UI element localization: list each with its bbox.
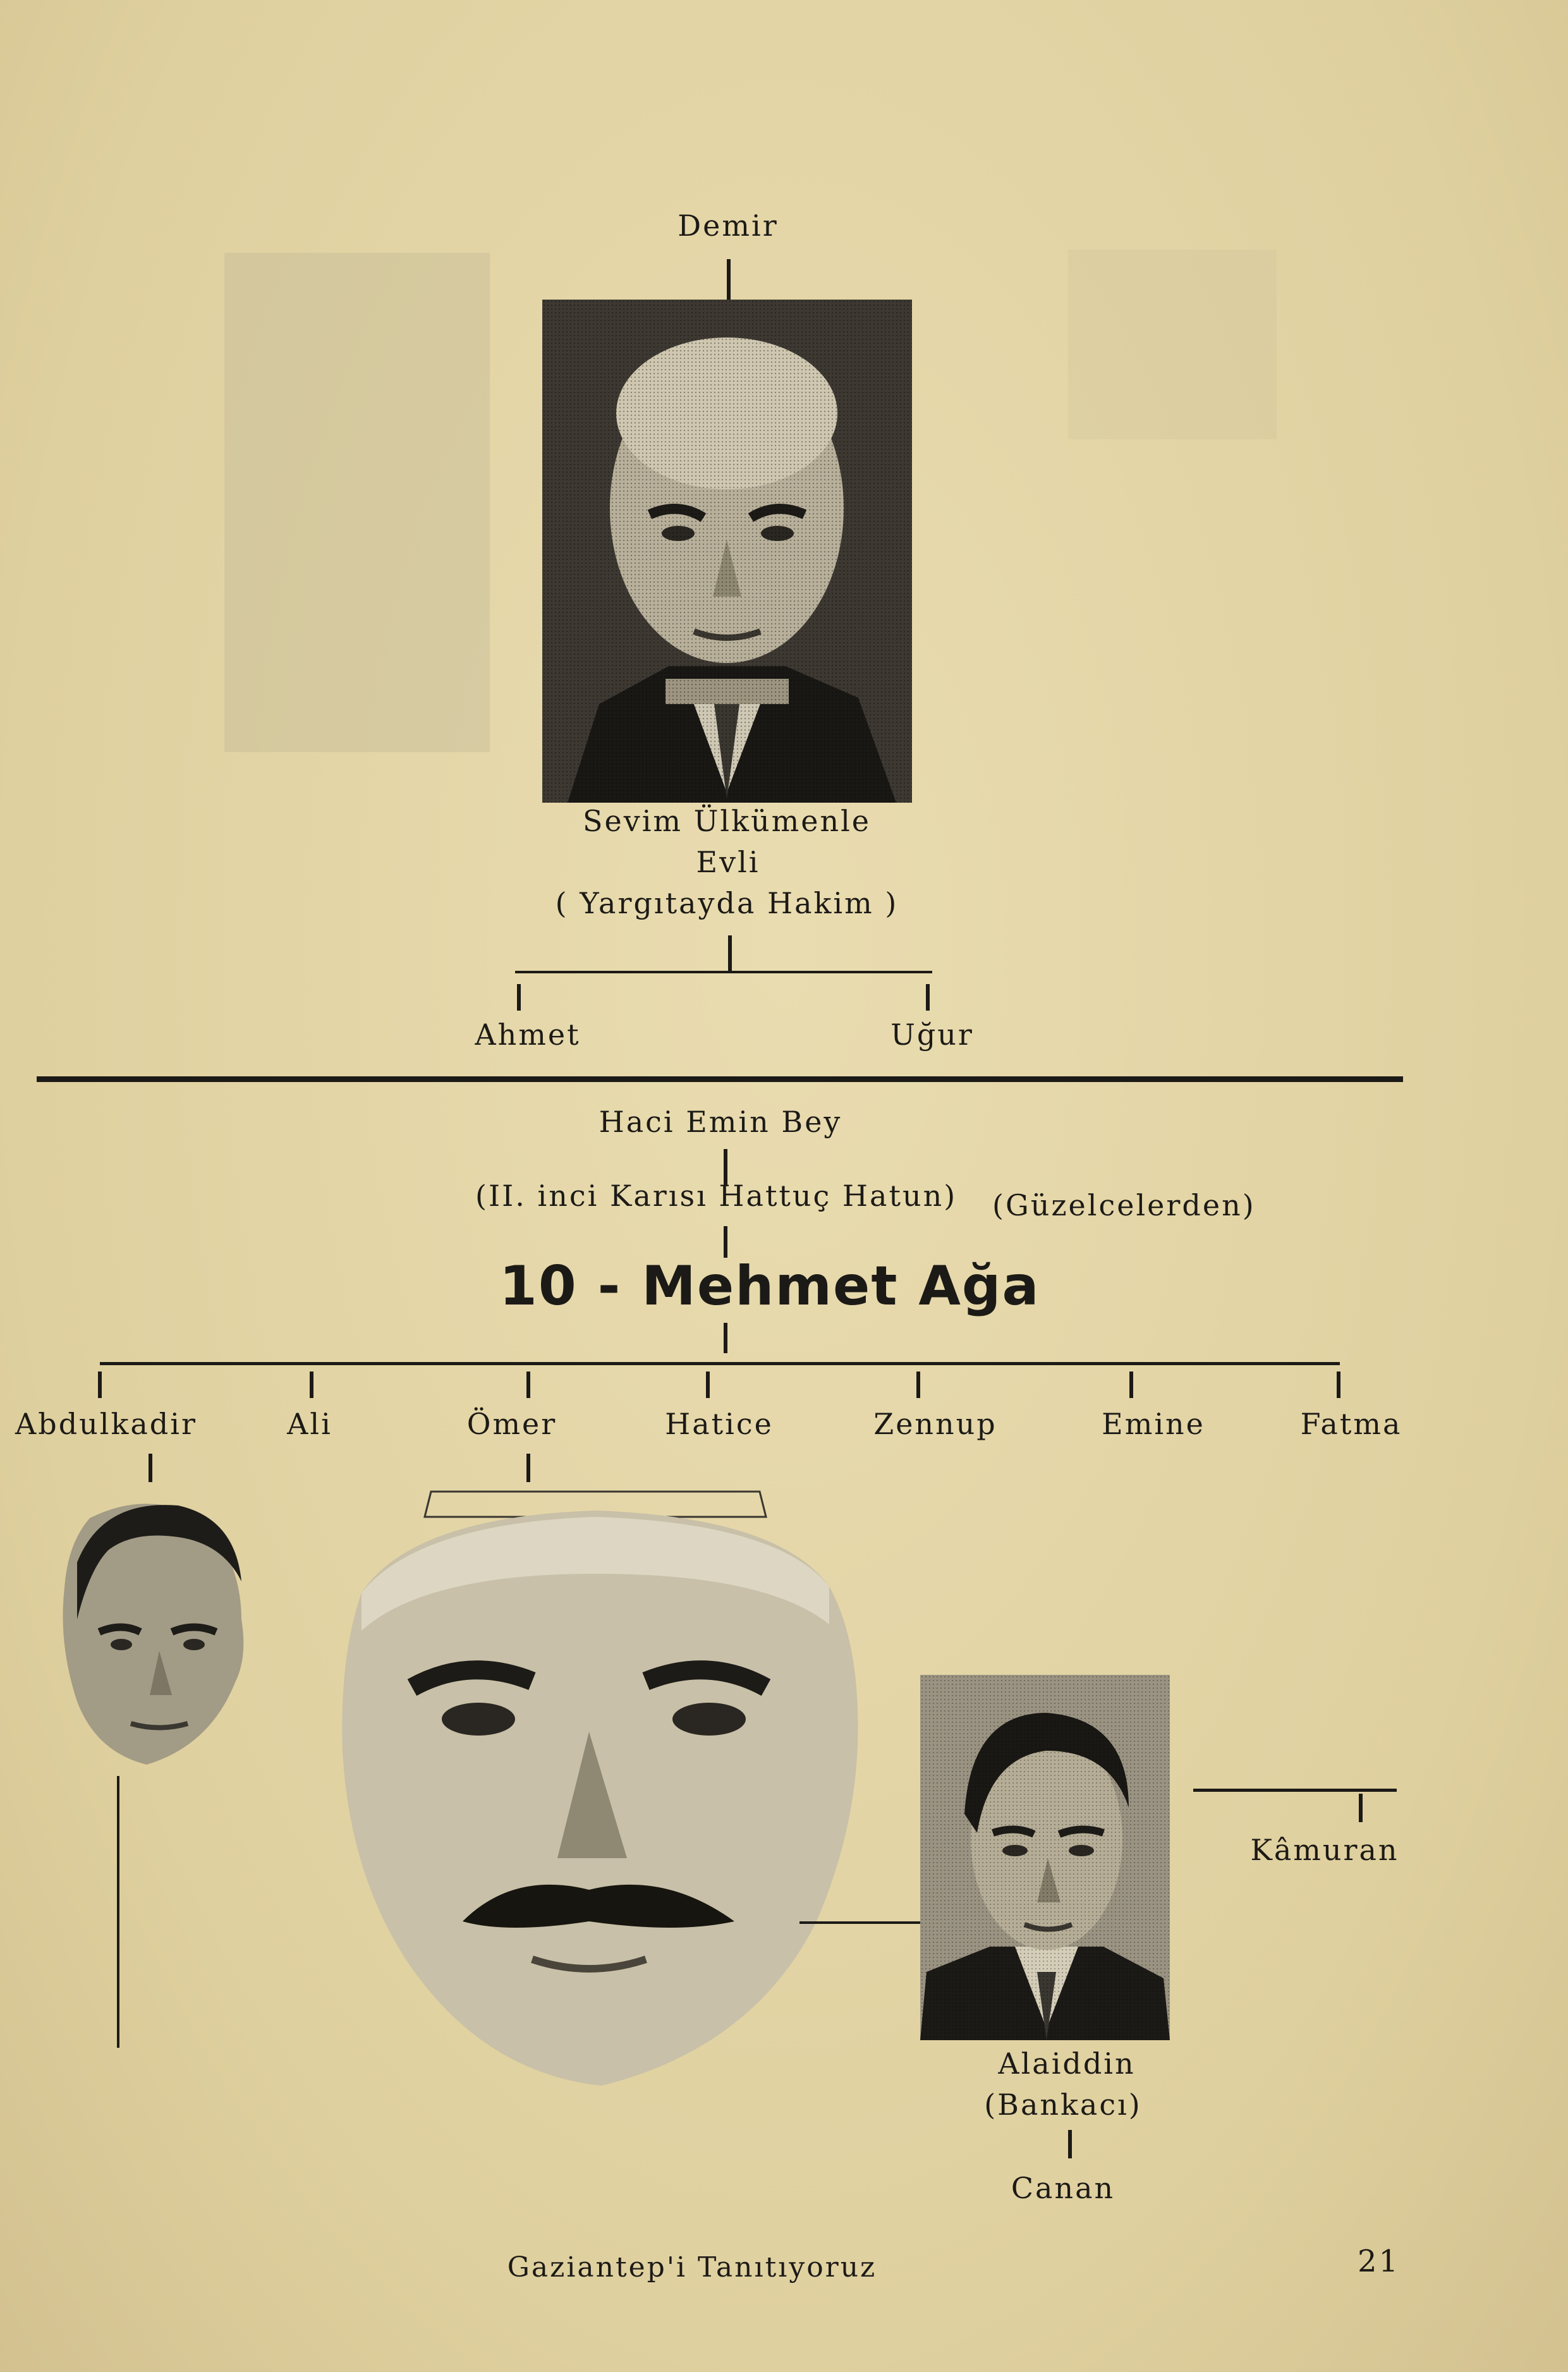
caption-role: ( Yargıtayda Hakim ) [555, 886, 899, 920]
child-emine: Emine [1102, 1407, 1205, 1441]
show-through-photo [1068, 250, 1277, 439]
connector-line [1359, 1794, 1363, 1822]
sibling-bar [515, 971, 932, 973]
page-number: 21 [1358, 2244, 1401, 2279]
child-omer: Ömer [466, 1407, 557, 1441]
child-abdulkadir: Abdulkadir [15, 1407, 197, 1441]
connector-line [1129, 1372, 1133, 1398]
connector-line [724, 1226, 727, 1258]
child-fatma: Fatma [1300, 1407, 1402, 1441]
child-zennup: Zennup [873, 1407, 997, 1441]
connector-line [706, 1372, 710, 1398]
child-ali: Ali [287, 1407, 332, 1441]
child-hatice: Hatice [665, 1407, 774, 1441]
caption-status: Evli [696, 845, 760, 879]
connector-line [926, 984, 930, 1011]
connector-line [1068, 2130, 1072, 2158]
connector-line [727, 259, 731, 300]
name-haci-emin-bey: Haci Emin Bey [599, 1105, 842, 1139]
portrait-omer [324, 1479, 867, 2092]
connector-line [799, 1921, 921, 1924]
grandchild-alaiddin: Alaiddin [998, 2047, 1136, 2081]
connector-line [149, 1454, 152, 1482]
connector-line [916, 1372, 920, 1398]
connector-line [1337, 1372, 1340, 1398]
grandchild-alaiddin-note: (Bankacı) [984, 2088, 1142, 2122]
connector-line [724, 1323, 727, 1353]
name-demir: Demir [678, 209, 779, 243]
show-through-photo [224, 253, 490, 752]
connector-line [117, 1776, 119, 2048]
section-divider [37, 1076, 1403, 1082]
connector-line [98, 1372, 102, 1398]
connector-line [517, 984, 521, 1011]
connector-line [728, 935, 732, 971]
connector-line [526, 1454, 530, 1482]
name-hattuc-hatun: (II. inci Karısı Hattuç Hatun) [475, 1179, 957, 1213]
connector-line [1193, 1789, 1397, 1792]
portrait-alaiddin [920, 1675, 1170, 2040]
connector-line [526, 1372, 530, 1398]
portrait-abdulkadir [52, 1493, 254, 1771]
family-note: (Güzelcelerden) [992, 1188, 1256, 1222]
section-heading: 10 - Mehmet Ağa [499, 1255, 1040, 1318]
child-ahmet: Ahmet [475, 1018, 581, 1052]
child-ugur: Uğur [890, 1018, 974, 1052]
caption-name: Sevim Ülkümenle [582, 804, 872, 838]
children-bar [100, 1362, 1340, 1365]
grandchild-kamuran: Kâmuran [1250, 1833, 1399, 1867]
connector-line [310, 1372, 313, 1398]
portrait-sevim-ulkumenle [542, 300, 912, 803]
publication-title: Gaziantep'i Tanıtıyoruz [507, 2251, 877, 2284]
great-grandchild-canan: Canan [1011, 2171, 1115, 2205]
